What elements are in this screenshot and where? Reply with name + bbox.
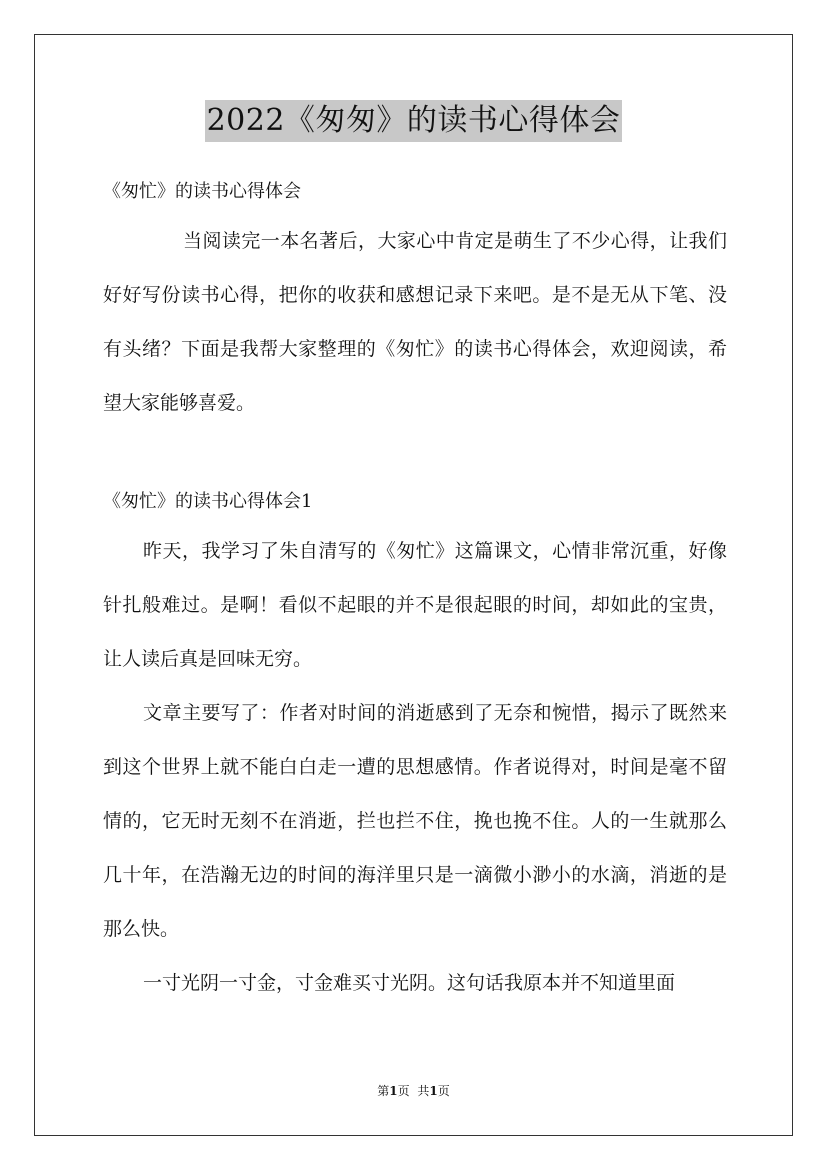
page-label-prefix: 第 <box>377 1084 390 1098</box>
title-container <box>0 100 827 142</box>
document-body <box>103 170 727 1010</box>
document-title: 2022《匆匆》的读书心得体会 <box>205 100 623 142</box>
total-pages: 1 <box>429 1084 438 1098</box>
page-footer <box>0 1083 827 1099</box>
section-spacer <box>103 430 727 480</box>
intro-paragraph: 当阅读完一本名著后，大家心中肯定是萌生了不少心得，让我们好好写份读书心得，把你的收获和感想记录下来吧。是不是无从下笔、没有头绪？下面是我帮大家整理的《匆忙》的读书心得体会，欢迎阅读，希望大家能够喜爱。 <box>103 230 727 414</box>
section-heading: 《匆忙》的读书心得体会 <box>103 181 301 202</box>
section-heading-1: 《匆忙》的读书心得体会1 <box>103 491 313 512</box>
total-label-prefix: 共 <box>417 1084 430 1098</box>
total-label-suffix: 页 <box>437 1084 450 1098</box>
body-paragraph: 文章主要写了：作者对时间的消逝感到了无奈和惋惜，揭示了既然来到这个世界上就不能白白走一遭的思想感情。作者说得对，时间是毫不留情的，它无时无刻不在消逝，拦也拦不住，挽也挽不住。人的一生就那么几十年，在浩瀚无边的时间的海洋里只是一滴微小渺小的水滴，消逝的是那么快。 <box>103 702 727 940</box>
body-paragraph: 昨天，我学习了朱自清写的《匆忙》这篇课文，心情非常沉重，好像针扎般难过。是啊！看似不起眼的并不是很起眼的时间，却如此的宝贵，让人读后真是回味无穷。 <box>103 540 727 670</box>
page-number: 1 <box>389 1084 398 1098</box>
page-label-suffix: 页 <box>397 1084 410 1098</box>
body-paragraph: 一寸光阴一寸金，寸金难买寸光阴。这句话我原本并不知道里面 <box>143 972 676 994</box>
